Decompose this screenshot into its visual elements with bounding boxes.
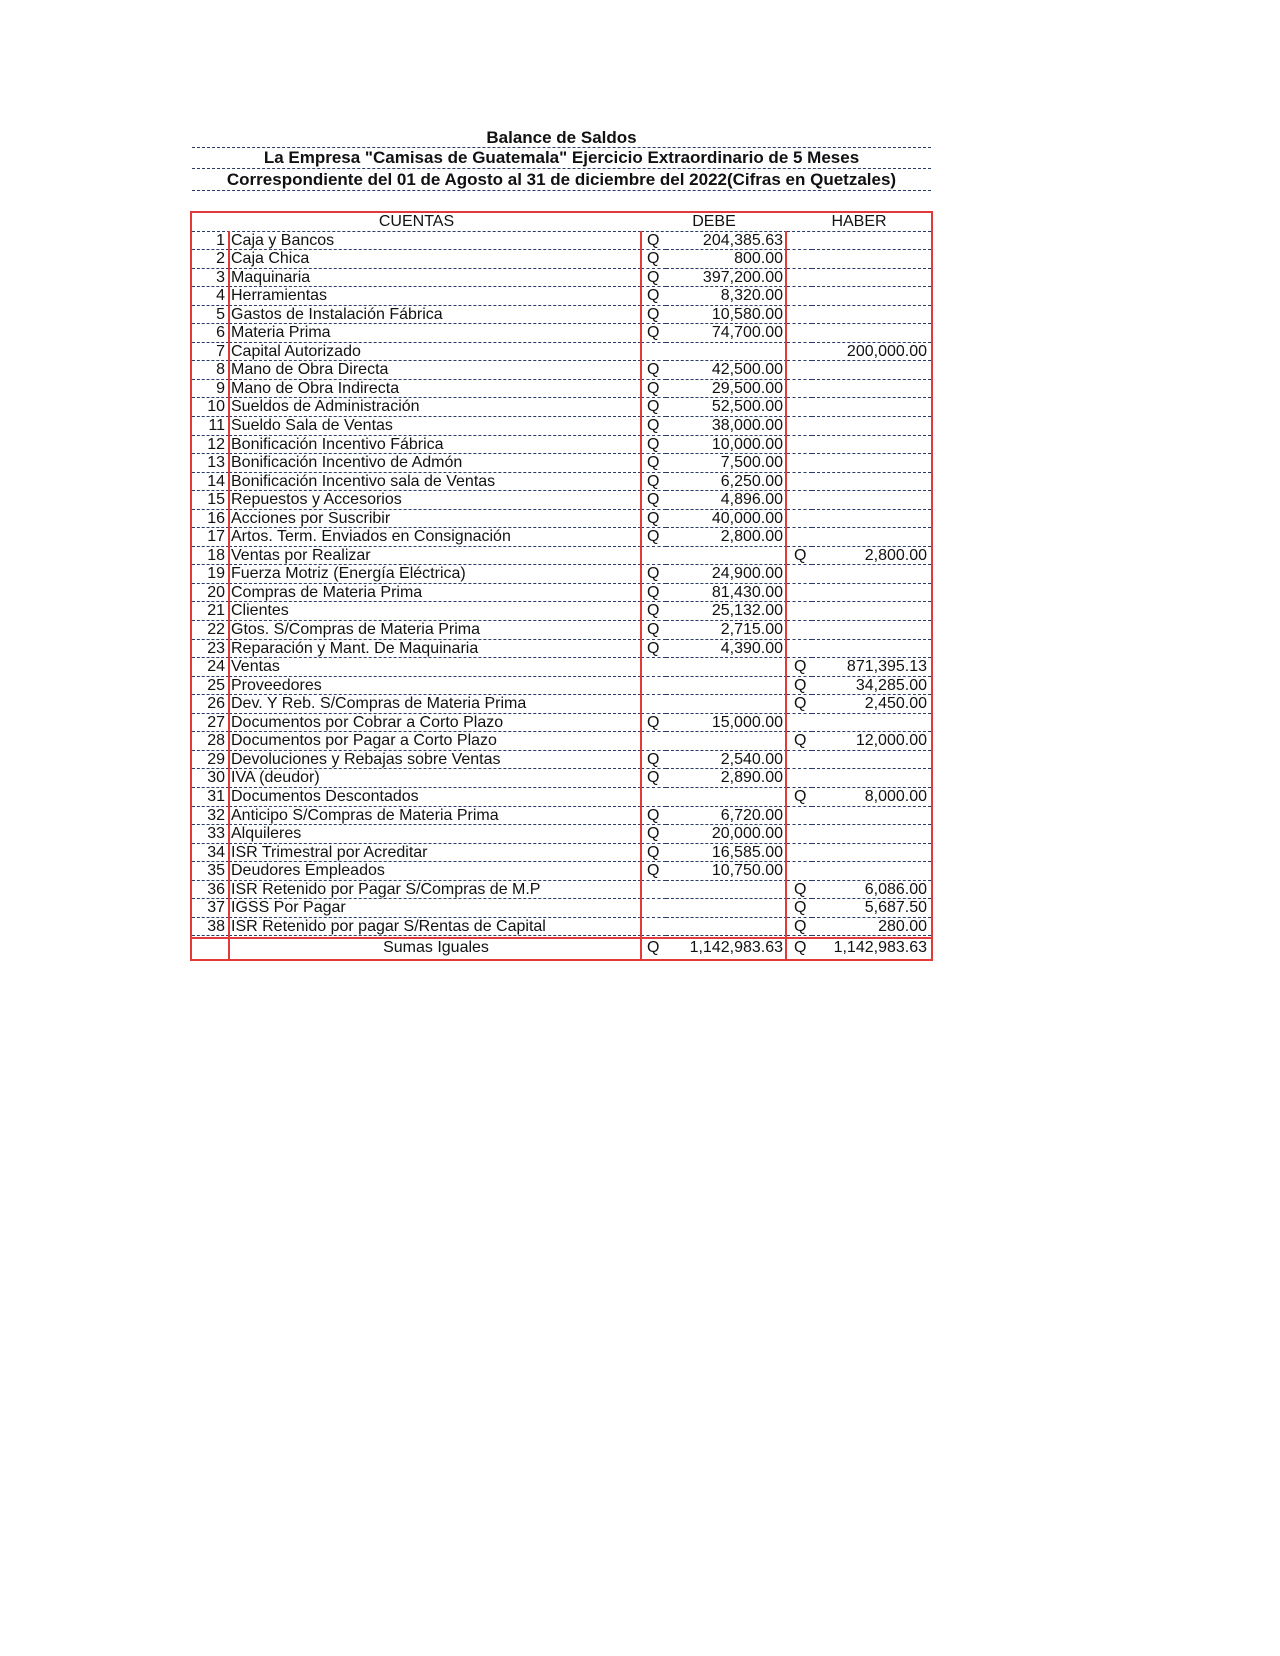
debit-value <box>666 677 787 696</box>
column-header-credit: HABER <box>787 213 931 232</box>
account-name: Sueldo Sala de Ventas <box>229 417 641 436</box>
account-name: ISR Retenido por pagar S/Rentas de Capital <box>229 918 641 937</box>
account-number: 19 <box>192 565 229 584</box>
table-row <box>192 862 931 881</box>
debit-currency: Q <box>641 250 666 269</box>
credit-currency <box>787 473 812 492</box>
account-name: Herramientas <box>229 287 641 306</box>
account-name: Dev. Y Reb. S/Compras de Materia Prima <box>229 695 641 714</box>
debit-value <box>666 547 787 566</box>
credit-value <box>812 436 931 455</box>
account-number: 34 <box>192 844 229 863</box>
column-header-debit: DEBE <box>641 213 787 232</box>
debit-value: 2,540.00 <box>666 751 787 770</box>
account-name: Maquinaria <box>229 269 641 288</box>
account-number: 15 <box>192 491 229 510</box>
account-number: 5 <box>192 306 229 325</box>
table-row <box>192 714 931 733</box>
debit-currency <box>641 547 666 566</box>
debit-value: 24,900.00 <box>666 565 787 584</box>
credit-value <box>812 640 931 659</box>
credit-currency <box>787 250 812 269</box>
credit-currency <box>787 417 812 436</box>
account-name: Caja Chica <box>229 250 641 269</box>
report-header <box>192 128 931 191</box>
debit-value <box>666 788 787 807</box>
credit-value: 200,000.00 <box>812 343 931 362</box>
debit-value <box>666 881 787 900</box>
debit-value <box>666 343 787 362</box>
account-number: 28 <box>192 732 229 751</box>
table-row <box>192 881 931 900</box>
debit-currency: Q <box>641 584 666 603</box>
table-row <box>192 807 931 826</box>
table-row <box>192 324 931 343</box>
debit-value: 81,430.00 <box>666 584 787 603</box>
table-row <box>192 473 931 492</box>
account-name: IVA (deudor) <box>229 769 641 788</box>
debit-value: 29,500.00 <box>666 380 787 399</box>
debit-currency: Q <box>641 621 666 640</box>
totals-credit-currency: Q <box>794 939 807 957</box>
table-row <box>192 565 931 584</box>
table-row <box>192 250 931 269</box>
debit-value: 2,890.00 <box>666 769 787 788</box>
credit-value <box>812 714 931 733</box>
credit-value <box>812 510 931 529</box>
account-number: 22 <box>192 621 229 640</box>
table-row <box>192 825 931 844</box>
debit-currency: Q <box>641 232 666 251</box>
debit-currency: Q <box>641 287 666 306</box>
table-row <box>192 547 931 566</box>
debit-currency: Q <box>641 565 666 584</box>
debit-currency: Q <box>641 361 666 380</box>
account-number: 17 <box>192 528 229 547</box>
account-name: Anticipo S/Compras de Materia Prima <box>229 807 641 826</box>
account-number: 31 <box>192 788 229 807</box>
credit-currency: Q <box>787 695 812 714</box>
debit-currency: Q <box>641 324 666 343</box>
debit-currency: Q <box>641 454 666 473</box>
totals-row <box>192 936 931 959</box>
account-name: IGSS Por Pagar <box>229 899 641 918</box>
account-name: Materia Prima <box>229 324 641 343</box>
table-row <box>192 454 931 473</box>
debit-currency <box>641 899 666 918</box>
account-number: 3 <box>192 269 229 288</box>
credit-currency <box>787 361 812 380</box>
credit-value <box>812 454 931 473</box>
account-name: Devoluciones y Rebajas sobre Ventas <box>229 751 641 770</box>
credit-value: 2,450.00 <box>812 695 931 714</box>
credit-currency <box>787 751 812 770</box>
account-number: 27 <box>192 714 229 733</box>
credit-currency: Q <box>787 677 812 696</box>
debit-value: 10,580.00 <box>666 306 787 325</box>
account-name: Ventas por Realizar <box>229 547 641 566</box>
credit-value <box>812 473 931 492</box>
account-number: 35 <box>192 862 229 881</box>
credit-value <box>812 844 931 863</box>
account-number: 29 <box>192 751 229 770</box>
account-name: Mano de Obra Directa <box>229 361 641 380</box>
debit-currency <box>641 695 666 714</box>
debit-value <box>666 695 787 714</box>
credit-value <box>812 398 931 417</box>
credit-currency <box>787 454 812 473</box>
account-number: 12 <box>192 436 229 455</box>
debit-currency: Q <box>641 510 666 529</box>
credit-currency <box>787 807 812 826</box>
credit-value <box>812 584 931 603</box>
account-name: Bonificación Incentivo de Admón <box>229 454 641 473</box>
account-name: Acciones por Suscribir <box>229 510 641 529</box>
account-number: 9 <box>192 380 229 399</box>
table-row <box>192 528 931 547</box>
account-name: Caja y Bancos <box>229 232 641 251</box>
credit-currency <box>787 602 812 621</box>
table-row <box>192 417 931 436</box>
table-header-row <box>192 213 931 232</box>
account-name: Fuerza Motriz (Energía Eléctrica) <box>229 565 641 584</box>
account-name: Clientes <box>229 602 641 621</box>
account-name: Documentos por Pagar a Corto Plazo <box>229 732 641 751</box>
credit-currency <box>787 436 812 455</box>
credit-currency <box>787 398 812 417</box>
debit-value: 2,715.00 <box>666 621 787 640</box>
account-name: Reparación y Mant. De Maquinaria <box>229 640 641 659</box>
credit-value <box>812 324 931 343</box>
account-number: 14 <box>192 473 229 492</box>
debit-value <box>666 732 787 751</box>
debit-currency: Q <box>641 528 666 547</box>
debit-value: 74,700.00 <box>666 324 787 343</box>
debit-currency: Q <box>641 602 666 621</box>
column-header-accounts: CUENTAS <box>192 213 641 232</box>
credit-value: 2,800.00 <box>812 547 931 566</box>
table-row <box>192 677 931 696</box>
account-name: Repuestos y Accesorios <box>229 491 641 510</box>
account-name: Capital Autorizado <box>229 343 641 362</box>
account-number: 11 <box>192 417 229 436</box>
account-name: Alquileres <box>229 825 641 844</box>
debit-value: 6,250.00 <box>666 473 787 492</box>
totals-credit-value: 1,142,983.63 <box>833 939 927 957</box>
account-number: 2 <box>192 250 229 269</box>
debit-currency <box>641 658 666 677</box>
account-name: Deudores Empleados <box>229 862 641 881</box>
report-subtitle: La Empresa "Camisas de Guatemala" Ejercicio Extraordinario de 5 Meses <box>192 147 931 169</box>
table-row <box>192 695 931 714</box>
credit-value: 280.00 <box>812 918 931 937</box>
debit-value: 20,000.00 <box>666 825 787 844</box>
credit-currency: Q <box>787 881 812 900</box>
account-name: Documentos por Cobrar a Corto Plazo <box>229 714 641 733</box>
debit-value: 4,390.00 <box>666 640 787 659</box>
credit-currency: Q <box>787 918 812 937</box>
credit-value <box>812 807 931 826</box>
debit-value: 4,896.00 <box>666 491 787 510</box>
credit-value: 8,000.00 <box>812 788 931 807</box>
account-name: Compras de Materia Prima <box>229 584 641 603</box>
credit-value <box>812 565 931 584</box>
debit-value: 2,800.00 <box>666 528 787 547</box>
account-number: 36 <box>192 881 229 900</box>
account-number: 18 <box>192 547 229 566</box>
credit-currency <box>787 769 812 788</box>
debit-value: 40,000.00 <box>666 510 787 529</box>
debit-currency: Q <box>641 491 666 510</box>
credit-currency <box>787 584 812 603</box>
credit-value <box>812 361 931 380</box>
table-row <box>192 769 931 788</box>
credit-currency <box>787 510 812 529</box>
account-number: 23 <box>192 640 229 659</box>
credit-value <box>812 602 931 621</box>
table-row <box>192 232 931 251</box>
debit-currency: Q <box>641 862 666 881</box>
credit-value: 12,000.00 <box>812 732 931 751</box>
debit-value: 10,000.00 <box>666 436 787 455</box>
table-body <box>192 232 931 937</box>
table-row <box>192 732 931 751</box>
credit-currency: Q <box>787 732 812 751</box>
debit-currency: Q <box>641 473 666 492</box>
account-number: 7 <box>192 343 229 362</box>
debit-value <box>666 899 787 918</box>
account-number: 38 <box>192 918 229 937</box>
credit-currency <box>787 714 812 733</box>
table-row <box>192 436 931 455</box>
account-number: 24 <box>192 658 229 677</box>
credit-value <box>812 380 931 399</box>
debit-value: 6,720.00 <box>666 807 787 826</box>
report-period: Correspondiente del 01 de Agosto al 31 de diciembre del 2022(Cifras en Quetzales) <box>192 169 931 191</box>
debit-currency: Q <box>641 380 666 399</box>
credit-currency <box>787 621 812 640</box>
credit-currency <box>787 528 812 547</box>
debit-value <box>666 658 787 677</box>
account-name: Gastos de Instalación Fábrica <box>229 306 641 325</box>
credit-currency: Q <box>787 658 812 677</box>
totals-label: Sumas Iguales <box>383 939 489 957</box>
table-row <box>192 658 931 677</box>
debit-value: 204,385.63 <box>666 232 787 251</box>
account-number: 26 <box>192 695 229 714</box>
debit-currency: Q <box>641 436 666 455</box>
debit-currency: Q <box>641 714 666 733</box>
table-row <box>192 844 931 863</box>
debit-value <box>666 918 787 937</box>
account-number: 10 <box>192 398 229 417</box>
credit-value: 34,285.00 <box>812 677 931 696</box>
table-row <box>192 269 931 288</box>
credit-value <box>812 528 931 547</box>
totals-debit-value: 1,142,983.63 <box>689 939 783 957</box>
debit-value: 52,500.00 <box>666 398 787 417</box>
credit-currency <box>787 640 812 659</box>
account-number: 13 <box>192 454 229 473</box>
debit-currency: Q <box>641 306 666 325</box>
account-name: Ventas <box>229 658 641 677</box>
debit-currency <box>641 677 666 696</box>
table-row <box>192 918 931 937</box>
account-number: 16 <box>192 510 229 529</box>
table-row <box>192 899 931 918</box>
report-title: Balance de Saldos <box>486 128 637 147</box>
account-name: Proveedores <box>229 677 641 696</box>
debit-currency: Q <box>641 751 666 770</box>
account-name: Bonificación Incentivo Fábrica <box>229 436 641 455</box>
table-row <box>192 751 931 770</box>
account-number: 1 <box>192 232 229 251</box>
account-number: 30 <box>192 769 229 788</box>
credit-value <box>812 825 931 844</box>
account-name: ISR Trimestral por Acreditar <box>229 844 641 863</box>
account-name: Sueldos de Administración <box>229 398 641 417</box>
table-row <box>192 602 931 621</box>
debit-value: 38,000.00 <box>666 417 787 436</box>
credit-currency <box>787 825 812 844</box>
account-name: Artos. Term. Enviados en Consignación <box>229 528 641 547</box>
credit-value <box>812 269 931 288</box>
debit-value: 16,585.00 <box>666 844 787 863</box>
credit-value <box>812 417 931 436</box>
account-number: 21 <box>192 602 229 621</box>
credit-value <box>812 621 931 640</box>
credit-value <box>812 769 931 788</box>
credit-currency <box>787 844 812 863</box>
account-number: 32 <box>192 807 229 826</box>
debit-currency <box>641 343 666 362</box>
debit-value: 42,500.00 <box>666 361 787 380</box>
debit-currency: Q <box>641 417 666 436</box>
table-row <box>192 306 931 325</box>
account-name: Documentos Descontados <box>229 788 641 807</box>
debit-currency: Q <box>641 398 666 417</box>
credit-currency <box>787 491 812 510</box>
debit-value: 10,750.00 <box>666 862 787 881</box>
totals-number-cell <box>192 936 229 959</box>
debit-currency: Q <box>641 807 666 826</box>
debit-value: 397,200.00 <box>666 269 787 288</box>
table-row <box>192 380 931 399</box>
debit-value: 7,500.00 <box>666 454 787 473</box>
credit-value <box>812 250 931 269</box>
debit-currency: Q <box>641 769 666 788</box>
credit-value: 5,687.50 <box>812 899 931 918</box>
credit-currency <box>787 269 812 288</box>
table-row <box>192 621 931 640</box>
table-row <box>192 398 931 417</box>
account-name: Bonificación Incentivo sala de Ventas <box>229 473 641 492</box>
credit-currency: Q <box>787 788 812 807</box>
debit-currency: Q <box>641 844 666 863</box>
credit-value: 6,086.00 <box>812 881 931 900</box>
table-row <box>192 788 931 807</box>
table-row <box>192 584 931 603</box>
credit-currency <box>787 565 812 584</box>
table-row <box>192 287 931 306</box>
credit-value: 871,395.13 <box>812 658 931 677</box>
debit-currency: Q <box>641 640 666 659</box>
credit-currency <box>787 306 812 325</box>
account-number: 25 <box>192 677 229 696</box>
credit-currency <box>787 343 812 362</box>
account-number: 33 <box>192 825 229 844</box>
debit-currency <box>641 788 666 807</box>
table-row <box>192 510 931 529</box>
account-number: 8 <box>192 361 229 380</box>
credit-currency <box>787 324 812 343</box>
debit-currency: Q <box>641 825 666 844</box>
account-number: 20 <box>192 584 229 603</box>
credit-currency <box>787 232 812 251</box>
debit-value: 800.00 <box>666 250 787 269</box>
balance-table <box>192 213 931 959</box>
credit-value <box>812 751 931 770</box>
debit-currency <box>641 732 666 751</box>
table-row <box>192 361 931 380</box>
credit-value <box>812 862 931 881</box>
table-row <box>192 491 931 510</box>
debit-value: 25,132.00 <box>666 602 787 621</box>
credit-value <box>812 306 931 325</box>
debit-value: 15,000.00 <box>666 714 787 733</box>
credit-currency <box>787 380 812 399</box>
debit-currency <box>641 881 666 900</box>
credit-currency: Q <box>787 547 812 566</box>
credit-value <box>812 232 931 251</box>
account-name: Mano de Obra Indirecta <box>229 380 641 399</box>
totals-debit-currency: Q <box>647 939 660 957</box>
table-row <box>192 640 931 659</box>
account-name: ISR Retenido por Pagar S/Compras de M.P <box>229 881 641 900</box>
account-number: 37 <box>192 899 229 918</box>
table-row <box>192 343 931 362</box>
account-number: 6 <box>192 324 229 343</box>
debit-currency: Q <box>641 269 666 288</box>
account-number: 4 <box>192 287 229 306</box>
credit-value <box>812 287 931 306</box>
credit-currency <box>787 862 812 881</box>
debit-value: 8,320.00 <box>666 287 787 306</box>
credit-currency <box>787 287 812 306</box>
credit-value <box>812 491 931 510</box>
account-name: Gtos. S/Compras de Materia Prima <box>229 621 641 640</box>
debit-currency <box>641 918 666 937</box>
credit-currency: Q <box>787 899 812 918</box>
